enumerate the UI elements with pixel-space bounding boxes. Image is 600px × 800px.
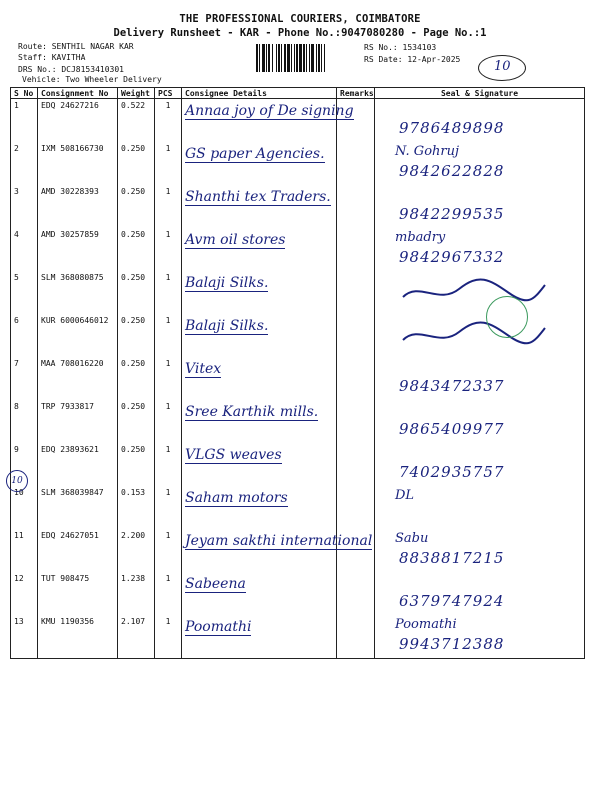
sno-cell: 12 xyxy=(11,572,38,615)
pcs-cell: 1 xyxy=(155,99,182,143)
barcode-bar xyxy=(321,44,322,72)
consignment-cell: EDQ 24627051 xyxy=(38,529,118,572)
weight-cell: 0.250 xyxy=(118,314,155,357)
consignee-cell xyxy=(182,529,373,572)
col-remarks: Remarks xyxy=(337,88,375,99)
consignment-cell: TUT 908475 xyxy=(38,572,118,615)
runsheet-table xyxy=(10,87,585,659)
pcs-cell: 1 xyxy=(155,357,182,400)
table-row xyxy=(11,400,585,443)
barcode-bar xyxy=(303,44,305,72)
col-pcs: PCS xyxy=(155,88,182,99)
consignment-cell: SLM 368039847 xyxy=(38,486,118,529)
table-row xyxy=(11,228,585,271)
barcode-bar xyxy=(262,44,265,72)
signature-phone: 9786489898 xyxy=(399,119,505,137)
sno-cell: 11 xyxy=(11,529,38,572)
sno-cell: 1 xyxy=(11,99,38,143)
consignee-handwriting: Avm oil stores xyxy=(185,232,286,248)
col-consignment: Consignment No xyxy=(38,88,118,99)
weight-cell: 0.250 xyxy=(118,185,155,228)
weight-cell: 0.250 xyxy=(118,271,155,314)
signature-phone: 7402935757 xyxy=(399,463,505,481)
signature-phone: 9865409977 xyxy=(399,420,505,438)
signature-phone: 9842299535 xyxy=(399,205,505,223)
consignee-handwriting: Poomathi xyxy=(185,619,252,635)
barcode-bar xyxy=(291,44,292,72)
signature-phone: 8838817215 xyxy=(399,549,505,567)
remarks-cell xyxy=(337,615,375,659)
consignee-cell xyxy=(182,357,337,400)
barcode-bar xyxy=(287,44,290,72)
signature-phone: 9843472337 xyxy=(399,377,505,395)
consignee-handwriting: GS paper Agencies. xyxy=(185,146,325,162)
consignee-handwriting: Jeyam sakthi international xyxy=(185,533,373,549)
remarks-cell xyxy=(337,486,375,529)
barcode-bar xyxy=(281,44,282,72)
seal-signature-cell xyxy=(375,572,585,615)
consignee-cell xyxy=(182,486,337,529)
barcode-bar xyxy=(256,44,258,72)
weight-cell: 1.238 xyxy=(118,572,155,615)
remarks-cell xyxy=(337,271,375,314)
table-row xyxy=(11,615,585,659)
consignment-cell: SLM 368080875 xyxy=(38,271,118,314)
drs-label: DRS No.: DCJ8153410301 xyxy=(18,65,124,74)
row-10-circle-mark: 10 xyxy=(6,470,28,492)
company-title: THE PROFESSIONAL COURIERS, COIMBATORE xyxy=(179,13,421,25)
weight-cell: 0.250 xyxy=(118,228,155,271)
seal-signature-cell xyxy=(375,400,585,443)
seal-signature-cell xyxy=(375,142,585,185)
barcode-bar xyxy=(259,44,260,72)
col-sno: S No xyxy=(11,88,38,99)
consignee-cell xyxy=(182,400,337,443)
seal-signature-cell xyxy=(375,228,585,271)
table-row xyxy=(11,486,585,529)
staff-label: Staff: KAVITHA xyxy=(18,53,86,62)
signature-text: Poomathi xyxy=(395,617,457,632)
consignee-handwriting: Shanthi tex Traders. xyxy=(185,189,331,205)
consignee-cell xyxy=(182,443,337,486)
pcs-cell: 1 xyxy=(155,615,182,659)
rs-number: RS No.: 1534103 xyxy=(364,43,437,52)
remarks-cell xyxy=(337,572,375,615)
seal-signature-cell xyxy=(375,615,585,659)
barcode-bar xyxy=(284,44,286,72)
pcs-cell: 1 xyxy=(155,142,182,185)
barcode-bar xyxy=(306,44,307,72)
weight-cell: 0.250 xyxy=(118,142,155,185)
weight-cell: 0.250 xyxy=(118,357,155,400)
sno-cell: 4 xyxy=(11,228,38,271)
barcode-bar xyxy=(318,44,320,72)
sno-cell: 6 xyxy=(11,314,38,357)
barcode-bar xyxy=(296,44,298,72)
barcode-bar xyxy=(278,44,280,72)
route-label: Route: SENTHIL NAGAR KAR xyxy=(18,42,134,51)
weight-cell: 0.250 xyxy=(118,443,155,486)
consignment-cell: MAA 708016220 xyxy=(38,357,118,400)
runsheet-title: Delivery Runsheet - KAR - Phone No.:9047080280 - Page No.:1 xyxy=(113,27,487,39)
seal-signature-cell xyxy=(375,443,585,486)
consignee-cell xyxy=(182,572,337,615)
consignee-handwriting: Annaa joy of De signing xyxy=(185,103,354,119)
sno-cell: 8 xyxy=(11,400,38,443)
barcode-bar xyxy=(266,44,267,72)
sno-cell: 2 xyxy=(11,142,38,185)
consignee-cell xyxy=(182,99,354,143)
seal-signature-cell xyxy=(375,185,585,228)
consignee-handwriting: Sabeena xyxy=(185,576,246,592)
pcs-cell: 1 xyxy=(155,400,182,443)
consignee-cell xyxy=(182,142,337,185)
signature-scribble xyxy=(399,275,549,309)
table-row xyxy=(11,529,585,572)
pcs-cell: 1 xyxy=(155,185,182,228)
pcs-cell: 1 xyxy=(155,443,182,486)
barcode-bar xyxy=(309,44,310,72)
remarks-cell xyxy=(337,314,375,357)
table-row xyxy=(11,142,585,185)
barcode-bar xyxy=(299,44,302,72)
remarks-cell xyxy=(337,185,375,228)
consignee-handwriting: Vitex xyxy=(185,361,222,377)
consignment-cell: AMD 30257859 xyxy=(38,228,118,271)
sno-cell: 13 xyxy=(11,615,38,659)
consignment-cell: KMU 1190356 xyxy=(38,615,118,659)
sno-cell: 7 xyxy=(11,357,38,400)
sno-cell: 5 xyxy=(11,271,38,314)
remarks-cell xyxy=(337,357,375,400)
consignment-cell: EDQ 24627216 xyxy=(38,99,118,143)
table-row xyxy=(11,443,585,486)
consignee-cell xyxy=(182,228,337,271)
remarks-cell xyxy=(337,443,375,486)
signature-text: Sabu xyxy=(395,531,429,546)
pcs-cell: 1 xyxy=(155,486,182,529)
consignee-handwriting: Sree Karthik mills. xyxy=(185,404,319,420)
barcode-bar xyxy=(294,44,295,72)
signature-phone: 6379747924 xyxy=(399,592,505,610)
table-row xyxy=(11,185,585,228)
table-row xyxy=(11,99,585,143)
consignment-cell: KUR 6000646012 xyxy=(38,314,118,357)
consignee-cell xyxy=(182,185,337,228)
pcs-cell: 1 xyxy=(155,228,182,271)
sno-cell: 10 xyxy=(11,486,38,529)
barcode-graphic xyxy=(256,44,354,72)
seal-signature-cell xyxy=(375,357,585,400)
table-row xyxy=(11,572,585,615)
barcode-bar xyxy=(316,44,317,72)
col-weight: Weight xyxy=(118,88,155,99)
remarks-cell xyxy=(337,142,375,185)
signature-text: N. Gohruj xyxy=(395,144,460,159)
weight-cell: 2.200 xyxy=(118,529,155,572)
remarks-cell xyxy=(337,400,375,443)
table-row xyxy=(11,357,585,400)
seal-signature-cell xyxy=(375,486,585,529)
consignment-cell: TRP 7933817 xyxy=(38,400,118,443)
sno-cell: 3 xyxy=(11,185,38,228)
signature-text: mbadry xyxy=(395,230,446,245)
barcode-bar xyxy=(268,44,270,72)
seal-signature-cell xyxy=(375,314,585,357)
seal-signature-cell xyxy=(375,99,585,143)
consignee-cell xyxy=(182,271,337,314)
consignee-handwriting: Balaji Silks. xyxy=(185,318,269,334)
seal-signature-cell xyxy=(375,271,585,314)
pcs-cell: 1 xyxy=(155,314,182,357)
signature-phone: 9943712388 xyxy=(399,635,505,653)
col-seal: Seal & Signature xyxy=(375,88,585,99)
circled-count: 10 xyxy=(478,55,526,81)
rs-date: RS Date: 12-Apr-2025 xyxy=(364,55,461,64)
consignee-handwriting: VLGS weaves xyxy=(185,447,282,463)
remarks-cell xyxy=(337,228,375,271)
barcode-bar xyxy=(324,44,325,72)
consignee-handwriting: Balaji Silks. xyxy=(185,275,269,291)
consignment-cell: AMD 30228393 xyxy=(38,185,118,228)
seal-signature-cell xyxy=(375,529,585,572)
consignee-handwriting: Saham motors xyxy=(185,490,288,506)
weight-cell: 0.153 xyxy=(118,486,155,529)
consignment-cell: IXM 508166730 xyxy=(38,142,118,185)
pcs-cell: 1 xyxy=(155,529,182,572)
signature-text: DL xyxy=(395,488,415,503)
consignee-cell xyxy=(182,615,337,659)
barcode-bar xyxy=(272,44,273,72)
table-header-row xyxy=(11,88,585,99)
vehicle-label: Vehicle: Two Wheeler Delivery xyxy=(22,75,162,84)
green-seal-stamp xyxy=(486,296,528,338)
signature-phone: 9842967332 xyxy=(399,248,505,266)
pcs-cell: 1 xyxy=(155,271,182,314)
pcs-cell: 1 xyxy=(155,572,182,615)
barcode-bar xyxy=(276,44,277,72)
sno-cell: 9 xyxy=(11,443,38,486)
weight-cell: 0.522 xyxy=(118,99,155,143)
signature-phone: 9842622828 xyxy=(399,162,505,180)
consignee-cell xyxy=(182,314,337,357)
col-consignee: Consignee Details xyxy=(182,88,337,99)
consignment-cell: EDQ 23893621 xyxy=(38,443,118,486)
barcode-bar xyxy=(311,44,314,72)
weight-cell: 2.107 xyxy=(118,615,155,659)
weight-cell: 0.250 xyxy=(118,400,155,443)
